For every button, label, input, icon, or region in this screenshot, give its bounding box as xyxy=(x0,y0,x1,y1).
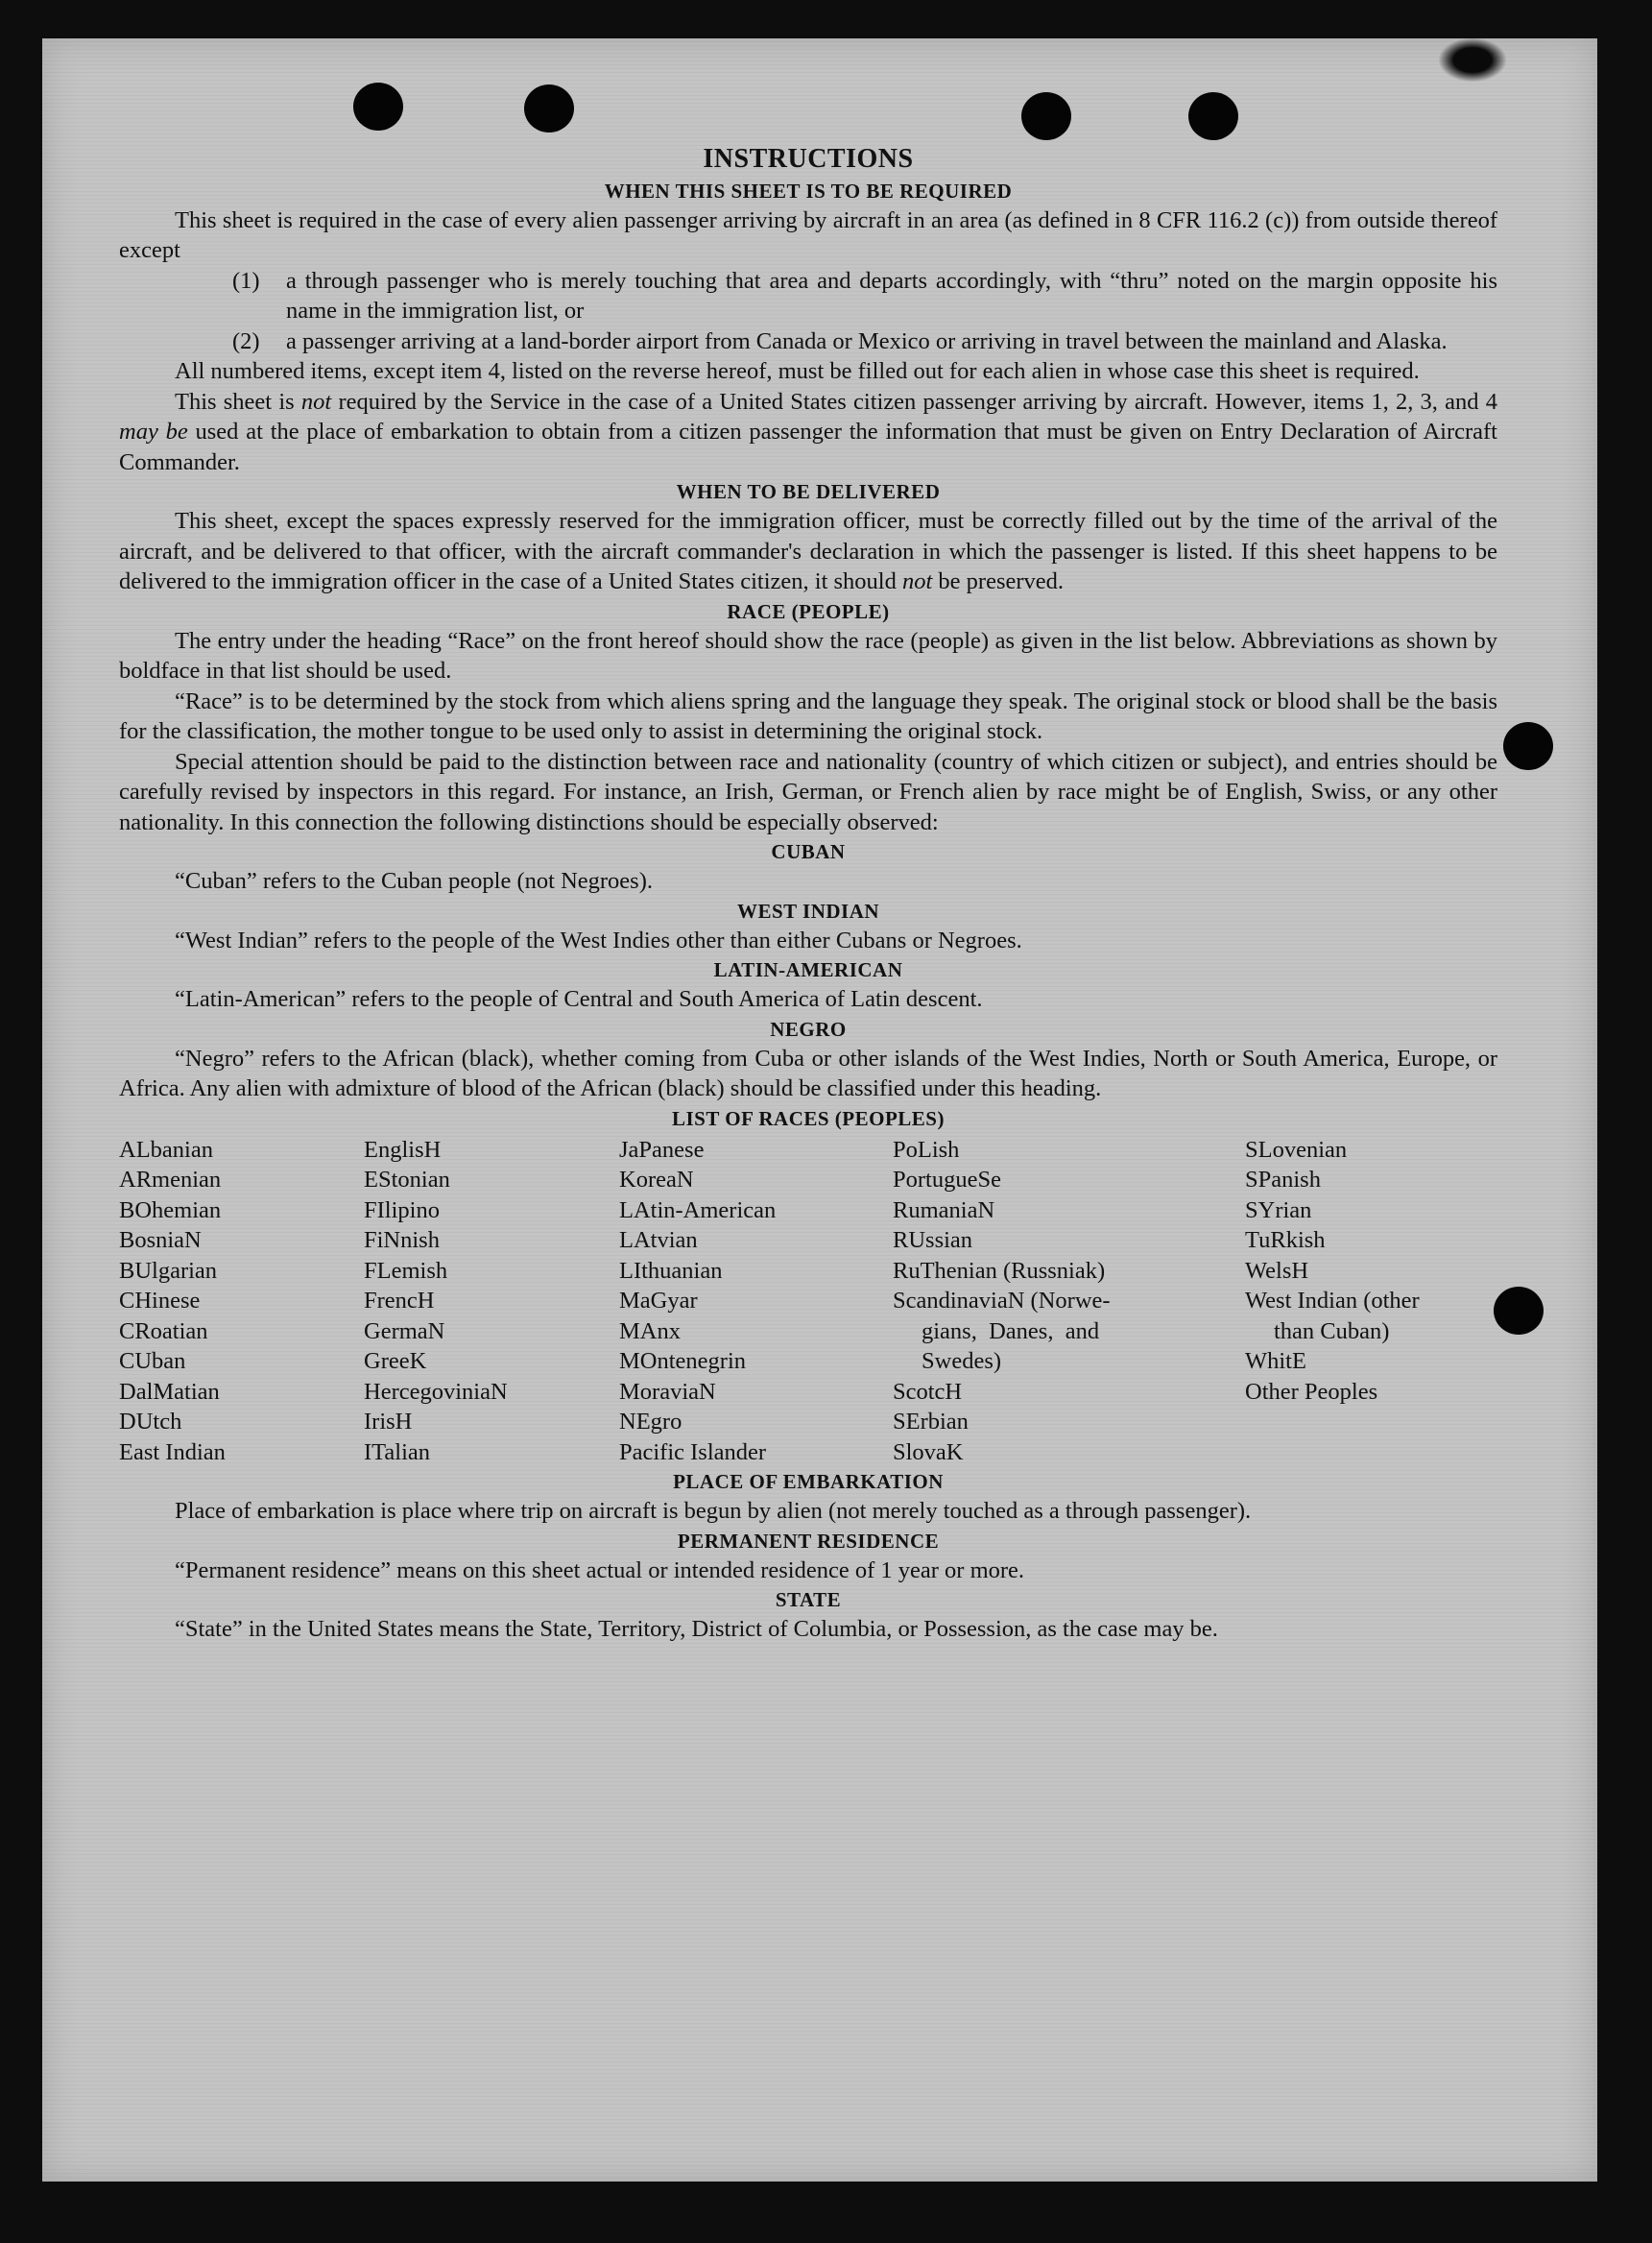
race-entry: KoreaN xyxy=(619,1167,694,1193)
race-entry: Other Peoples xyxy=(1245,1378,1378,1405)
race-column xyxy=(1245,1135,1495,1468)
race-entry: HercegoviniaN xyxy=(364,1378,508,1405)
exception-item xyxy=(232,266,1497,326)
paragraph xyxy=(119,387,1497,478)
race-entry: GreeK xyxy=(364,1348,427,1374)
heading-west-indian: WEST INDIAN xyxy=(736,899,880,923)
exception-item xyxy=(232,326,1497,357)
race-column xyxy=(364,1135,619,1468)
heading-negro: NEGRO xyxy=(770,1017,847,1041)
punch-hole xyxy=(524,84,574,133)
race-entry: PoLish xyxy=(893,1136,960,1163)
race-entry: EnglisH xyxy=(364,1136,442,1163)
paragraph: “West Indian” refers to the people of the West Indies other than either Cubans or Negroes. xyxy=(175,927,1022,953)
instructions-content xyxy=(119,144,1497,1645)
race-entry: ScandinaviaN (Norwe- xyxy=(893,1288,1111,1314)
race-entry: MOntenegrin xyxy=(619,1348,746,1374)
race-entry: ALbanian xyxy=(119,1136,213,1163)
paragraph: Place of embarkation is place where trip on aircraft is begun by alien (not merely touched as a through passenger). xyxy=(175,1498,1252,1524)
race-entry: SlovaK xyxy=(893,1438,964,1465)
paragraph xyxy=(119,506,1497,597)
race-entry: BosniaN xyxy=(119,1227,202,1253)
race-entry: DUtch xyxy=(119,1409,182,1435)
paragraph: “Permanent residence” means on this sheet actual or intended residence of 1 year or more. xyxy=(175,1556,1025,1583)
punch-hole xyxy=(1494,1287,1544,1335)
race-entry: East Indian xyxy=(119,1438,226,1465)
race-entry: West Indian (other xyxy=(1245,1288,1420,1314)
race-entry: MaGyar xyxy=(619,1288,698,1314)
punch-hole xyxy=(1503,722,1553,770)
heading-state: STATE xyxy=(775,1588,842,1611)
race-entry: Pacific Islander xyxy=(619,1438,767,1465)
text-run: be preserved. xyxy=(932,568,1065,594)
heading-permanent-residence: PERMANENT RESIDENCE xyxy=(677,1529,940,1553)
item-number: (1) xyxy=(232,267,260,294)
heading-when-delivered: WHEN TO BE DELIVERED xyxy=(676,480,941,503)
heading-cuban: CUBAN xyxy=(771,840,846,863)
race-entry: JaPanese xyxy=(619,1136,705,1163)
race-entry: CRoatian xyxy=(119,1317,208,1344)
race-entry: RumaniaN xyxy=(893,1196,995,1223)
race-entry: FLemish xyxy=(364,1257,448,1284)
race-entry: LAtin-American xyxy=(619,1196,777,1223)
text-run: used at the place of embarkation to obtain from a citizen passenger the information that must be given on Entry Declaration of Aircraft Commander. xyxy=(119,419,1497,475)
race-entry: BOhemian xyxy=(119,1196,222,1223)
paragraph: “Latin-American” refers to the people of Central and South America of Latin descent. xyxy=(175,986,983,1012)
race-entry: BUlgarian xyxy=(119,1257,218,1284)
corner-stain xyxy=(1439,38,1506,82)
race-entry: CHinese xyxy=(119,1288,201,1314)
text-run: This sheet, except the spaces expressly reserved for the immigration officer, must be correctly filled out by the time of the arrival of the aircraft, and be delivered to that officer, with the aircraft commander's declaration in which the passenger is listed. If this sheet happens to be delivered to the immigration officer in the case of a United States citizen, it should xyxy=(119,508,1497,594)
punch-hole xyxy=(1188,92,1238,140)
item-number: (2) xyxy=(232,327,260,354)
race-list xyxy=(119,1135,1497,1468)
race-entry-continued: Swedes) xyxy=(922,1348,1002,1374)
paragraph: All numbered items, except item 4, listed on the reverse hereof, must be filled out for each alien in whose case this sheet is required. xyxy=(175,358,1420,384)
race-column xyxy=(893,1135,1245,1468)
race-entry: WelsH xyxy=(1245,1257,1309,1284)
italic-run: may be xyxy=(119,419,188,445)
paragraph: The entry under the heading “Race” on the front hereof should show the race (people) as given in the list below. Abbreviations as shown by boldface in that list should be used. xyxy=(119,627,1497,684)
paragraph: “Cuban” refers to the Cuban people (not Negroes). xyxy=(175,868,653,894)
race-entry: TuRkish xyxy=(1245,1227,1326,1253)
page-title: INSTRUCTIONS xyxy=(703,144,914,174)
item-text: a passenger arriving at a land-border airport from Canada or Mexico or arriving in travel between the mainland and Alaska. xyxy=(286,327,1448,354)
race-entry: ARmenian xyxy=(119,1167,222,1193)
punch-hole xyxy=(1021,92,1071,140)
heading-when-required: WHEN THIS SHEET IS TO BE REQUIRED xyxy=(604,179,1013,203)
race-entry: EStonian xyxy=(364,1167,450,1193)
race-entry: CUban xyxy=(119,1348,186,1374)
race-entry: IrisH xyxy=(364,1409,413,1435)
heading-embarkation: PLACE OF EMBARKATION xyxy=(673,1470,944,1493)
race-entry: NEgro xyxy=(619,1409,682,1435)
punch-hole xyxy=(353,83,403,131)
race-entry: ITalian xyxy=(364,1438,431,1465)
race-entry: MoraviaN xyxy=(619,1378,716,1405)
race-entry-continued: gians, Danes, and xyxy=(922,1317,1100,1344)
race-entry: LIthuanian xyxy=(619,1257,723,1284)
text-run: required by the Service in the case of a United States citizen passenger arriving by aircraft. However, items 1, 2, 3, and 4 xyxy=(331,388,1497,415)
race-entry: RUssian xyxy=(893,1227,973,1253)
race-entry: SPanish xyxy=(1245,1167,1321,1193)
race-entry: GermaN xyxy=(364,1317,445,1344)
race-entry: PortugueSe xyxy=(893,1167,1001,1193)
item-text: a through passenger who is merely touching that area and departs accordingly, with “thru” noted on the margin opposite his name in the immigration list, or xyxy=(286,267,1497,324)
race-entry: MAnx xyxy=(619,1317,681,1344)
paragraph: This sheet is required in the case of every alien passenger arriving by aircraft in an area (as defined in 8 CFR 116.2 (c)) from outside thereof except xyxy=(119,206,1497,263)
heading-list-of-races: LIST OF RACES (PEOPLES) xyxy=(672,1106,945,1130)
italic-run: not xyxy=(300,388,332,415)
paragraph: “State” in the United States means the State, Territory, District of Columbia, or Possession, as the case may be. xyxy=(175,1616,1218,1642)
race-entry: LAtvian xyxy=(619,1227,698,1253)
text-run: This sheet is xyxy=(175,388,301,415)
race-column xyxy=(119,1135,364,1468)
heading-race: RACE (PEOPLE) xyxy=(727,599,890,623)
race-entry: WhitE xyxy=(1245,1348,1306,1374)
race-entry: FiNnish xyxy=(364,1227,440,1253)
heading-latin-american: LATIN-AMERICAN xyxy=(713,958,903,981)
paragraph: “Negro” refers to the African (black), whether coming from Cuba or other islands of the West Indies, North or South America, Europe, or Africa. Any alien with admixture of blood of the African (black) should be classified under this heading. xyxy=(119,1045,1497,1101)
paragraph: Special attention should be paid to the distinction between race and nationality (country of which citizen or subject), and entries should be carefully revised by inspectors in this regard. For instance, an Irish, German, or French alien by race might be of English, Swiss, or any other nationality. In this connection the following distinctions should be especially observed: xyxy=(119,748,1497,835)
race-entry: DalMatian xyxy=(119,1378,220,1405)
paragraph: “Race” is to be determined by the stock from which aliens spring and the language they speak. The original stock or blood shall be the basis for the classification, the mother tongue to be used only to assist in determining the original stock. xyxy=(119,687,1497,744)
race-entry: FIlipino xyxy=(364,1196,440,1223)
italic-run: not xyxy=(901,568,933,594)
race-entry: SLovenian xyxy=(1245,1136,1348,1163)
race-entry: SErbian xyxy=(893,1409,969,1435)
race-entry: RuThenian (Russniak) xyxy=(893,1257,1106,1284)
race-entry-continued: than Cuban) xyxy=(1274,1317,1390,1344)
race-entry: FrencH xyxy=(364,1288,435,1314)
race-column xyxy=(619,1135,893,1468)
race-entry: SYrian xyxy=(1245,1196,1312,1223)
race-entry: ScotcH xyxy=(893,1378,963,1405)
